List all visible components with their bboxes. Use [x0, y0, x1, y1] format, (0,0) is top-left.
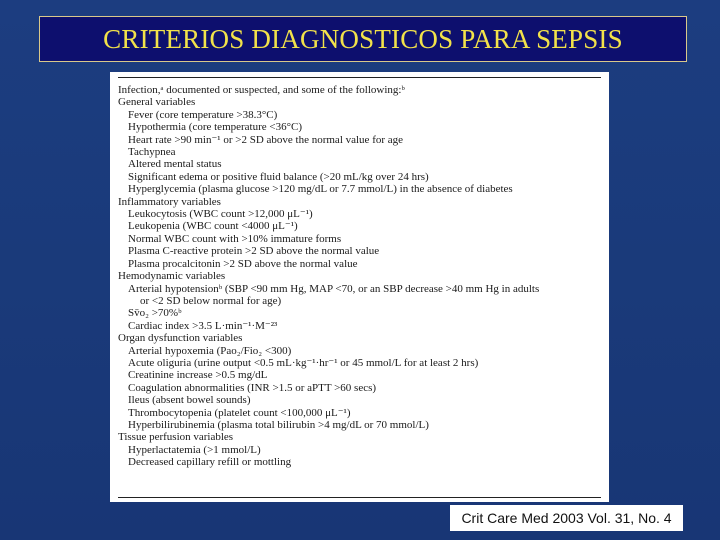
criteria-item: Leukocytosis (WBC count >12,000 μL⁻¹)	[128, 208, 313, 221]
criteria-item: Arterial hypotensionᵇ (SBP <90 mm Hg, MAP <70, or an SBP decrease >40 mm Hg in adults	[128, 282, 540, 295]
criteria-heading: Hemodynamic variables	[118, 270, 226, 283]
criteria-heading: Inflammatory variables	[118, 195, 221, 208]
criteria-item: Creatinine increase >0.5 mg/dL	[128, 369, 268, 382]
criteria-item: Decreased capillary refill or mottling	[128, 456, 292, 469]
criteria-item: Hypothermia (core temperature <36°C)	[128, 121, 303, 134]
criteria-item: Tachypnea	[128, 146, 176, 159]
bottom-rule	[118, 497, 601, 498]
criteria-item: Coagulation abnormalities (INR >1.5 or aPTT >60 secs)	[128, 381, 377, 394]
criteria-item: Altered mental status	[128, 158, 222, 171]
criteria-heading: Organ dysfunction variables	[118, 332, 243, 345]
criteria-item: Heart rate >90 min⁻¹ or >2 SD above the normal value for age	[128, 133, 404, 146]
criteria-item: Fever (core temperature >38.3°C)	[128, 108, 278, 121]
criteria-item: Hyperglycemia (plasma glucose >120 mg/dL or 7.7 mmol/L) in the absence of diabetes	[128, 183, 513, 196]
criteria-heading: General variables	[118, 96, 196, 109]
criteria-item: Plasma C-reactive protein >2 SD above the normal value	[128, 245, 380, 258]
criteria-list	[118, 84, 603, 469]
slide-title-box	[39, 16, 687, 62]
criteria-item: or <2 SD below normal for age)	[140, 294, 282, 307]
criteria-item: Plasma procalcitonin >2 SD above the normal value	[128, 257, 358, 270]
criteria-heading: Tissue perfusion variables	[118, 431, 234, 444]
criteria-item: Leukopenia (WBC count <4000 μL⁻¹)	[128, 220, 298, 233]
criteria-item: Cardiac index >3.5 L·min⁻¹·M⁻²³	[128, 319, 278, 332]
criteria-document	[110, 72, 609, 502]
criteria-item: Hyperbilirubinemia (plasma total bilirubin >4 mg/dL or 70 mmol/L)	[128, 418, 429, 431]
criteria-item: Significant edema or positive fluid balance (>20 mL/kg over 24 hrs)	[128, 170, 429, 183]
top-rule	[118, 77, 601, 78]
citation-text: Crit Care Med 2003 Vol. 31, No. 4	[461, 510, 672, 526]
criteria-item: Hyperlactatemia (>1 mmol/L)	[128, 443, 261, 456]
criteria-item: Arterial hypoxemia (Pao₂/Fio₂ <300)	[128, 344, 292, 357]
citation-box	[450, 505, 683, 531]
criteria-item: Normal WBC count with >10% immature forms	[128, 232, 342, 245]
criteria-item: Acute oliguria (urine output <0.5 mL·kg⁻¹·hr⁻¹ or 45 mmol/L for at least 2 hrs)	[128, 356, 479, 369]
criteria-heading: Infection,ᵃ documented or suspected, and some of the following:ᵇ	[118, 84, 405, 96]
criteria-item: Ileus (absent bowel sounds)	[128, 394, 251, 407]
criteria-item: Sv̄o₂ >70%ᵇ	[128, 307, 182, 320]
slide-title: CRITERIOS DIAGNOSTICOS PARA SEPSIS	[103, 23, 623, 54]
criteria-item: Thrombocytopenia (platelet count <100,000 μL⁻¹)	[128, 406, 351, 419]
